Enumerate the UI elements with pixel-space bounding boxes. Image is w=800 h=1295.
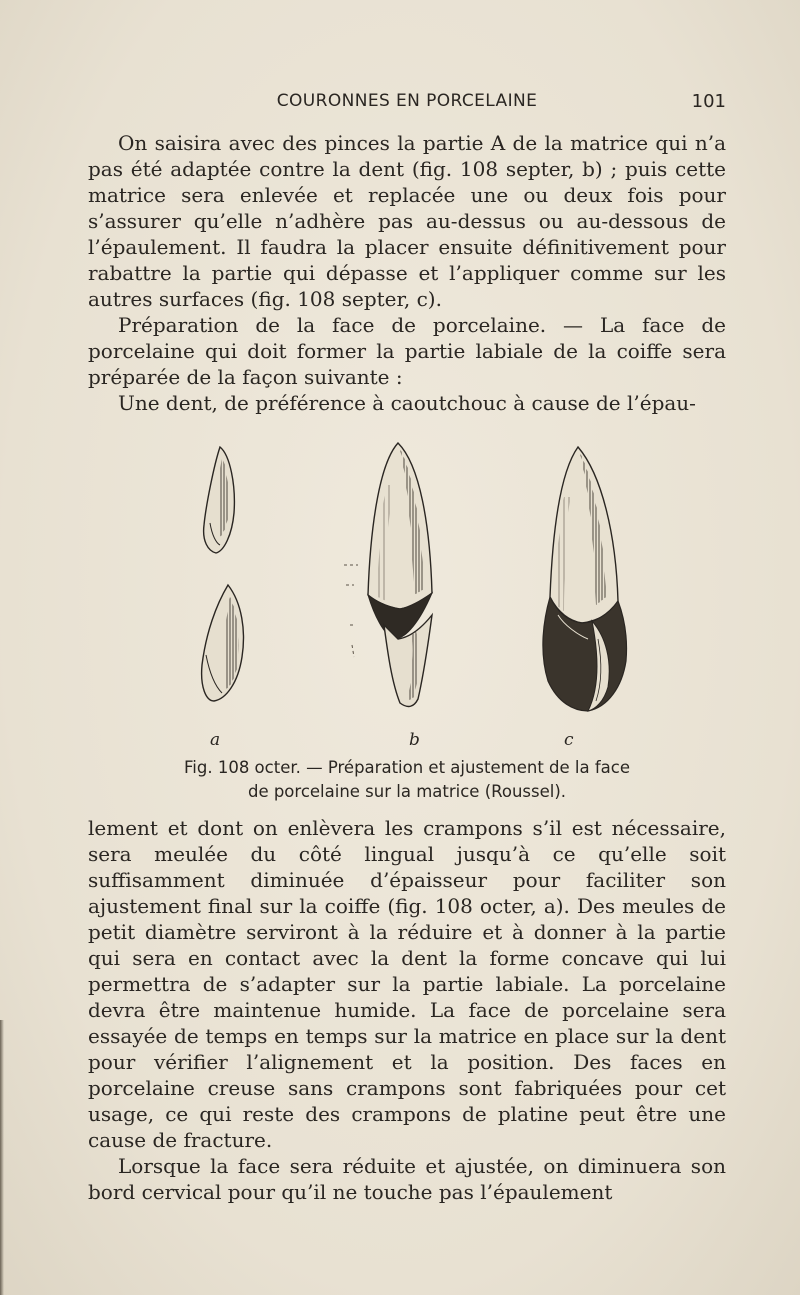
figure-label-b: b bbox=[409, 730, 420, 750]
page-number: 101 bbox=[691, 91, 726, 112]
tooth-illustration bbox=[88, 425, 726, 725]
text-block-top bbox=[88, 130, 726, 416]
figure-caption-line: Fig. 108 octer. — Préparation et ajustement de la face bbox=[183, 758, 630, 777]
tooth-c bbox=[543, 447, 627, 711]
facing-a-top bbox=[204, 447, 235, 553]
figure-label-c: c bbox=[564, 730, 574, 750]
paragraph: On saisira avec des pinces la partie A de la matrice qui n’a pas été adaptée contre la dent (fig. 108 septer, b) ; puis cette matrice sera enlevée et replacée une ou deux fois pour s’assurer qu’elle n’adhère pas au-dessus ou au-dessous de l’épaulement. Il faudra la placer ensuite définitivement pour rabattre la partie qui dépasse et l’appliquer comme sur les autres surfaces (fig. 108 septer, c). bbox=[88, 131, 726, 311]
paragraph: Une dent, de préférence à caoutchouc à cause de l’épau- bbox=[118, 391, 696, 415]
tooth-b bbox=[344, 443, 432, 706]
paragraph-section-heading: Préparation de la face de porcelaine. — La face de porcelaine qui doit former la partie labiale de la coiffe sera préparée de la façon suivante : bbox=[88, 313, 726, 389]
facing-a-bottom bbox=[202, 585, 244, 701]
text-block-bottom bbox=[88, 815, 726, 1205]
figure-108-octer bbox=[88, 425, 726, 725]
paragraph: Lorsque la face sera réduite et ajustée, on diminuera son bord cervical pour qu’il ne touche pas l’épaulement bbox=[88, 1154, 726, 1204]
figure-caption-line: de porcelaine sur la matrice (Roussel). bbox=[247, 782, 567, 801]
figure-label-a: a bbox=[210, 730, 221, 750]
running-title: COURONNES EN PORCELAINE bbox=[276, 91, 538, 111]
figure-labels bbox=[88, 730, 726, 752]
paragraph: lement et dont on enlèvera les crampons s’il est nécessaire, sera meulée du côté lingual jusqu’à ce qu’elle soit suffisamment diminuée d’épaisseur pour faciliter son ajustement final sur la coiffe (fig. 108 octer, a). Des meules de petit diamètre serviront à la réduire et à donner à la partie qui sera en contact avec la dent la forme concave qui lui permettra de s’adapter sur la partie labiale. La porcelaine devra être maintenue humide. La face de porcelaine sera essayée de temps en temps sur la matrice en place sur la dent pour vérifier l’alignement et la position. Des faces en porcelaine creuse sans crampons sont fabriquées pour cet usage, ce qui reste des crampons de platine peut être une cause de fracture. bbox=[88, 816, 726, 1152]
figure-caption bbox=[88, 756, 726, 804]
page-header bbox=[88, 91, 726, 117]
page-edge-shadow bbox=[0, 1020, 4, 1295]
